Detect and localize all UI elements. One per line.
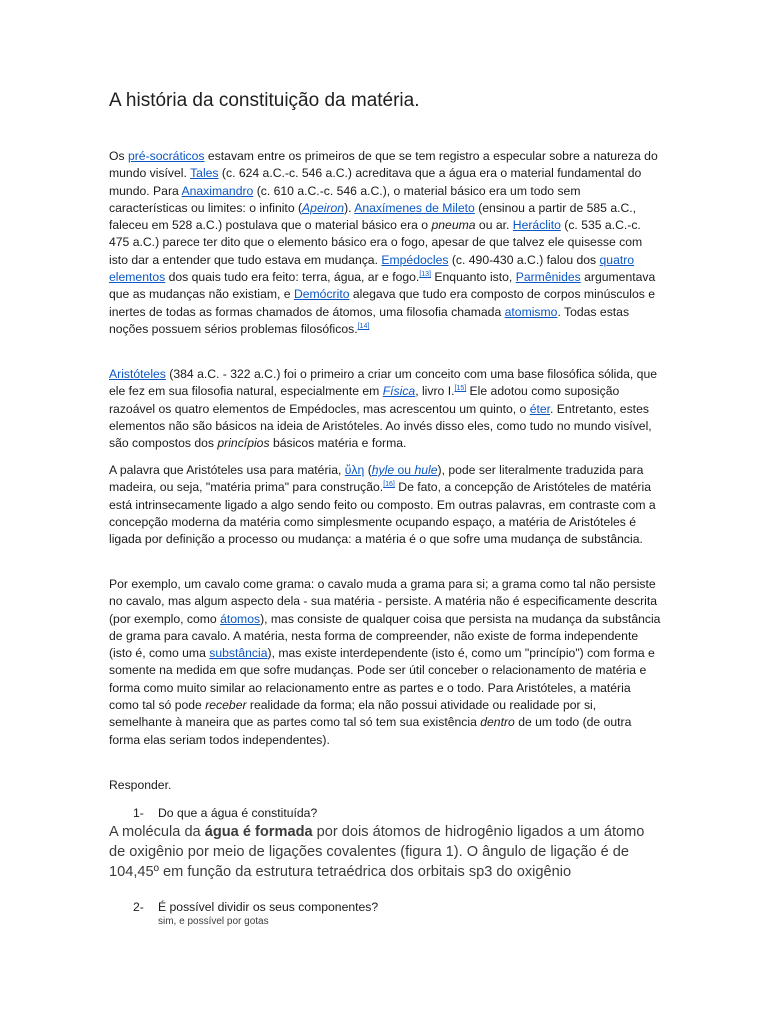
reference-13[interactable]: [13] bbox=[419, 271, 431, 279]
text-span: básicos matéria e forma. bbox=[269, 436, 407, 451]
text-span: Ele adotou como suposição razoável os quatro elementos de Empédocles, mas acrescentou um quinto, o bbox=[109, 384, 620, 416]
text-span: estavam entre os primeiros de que se tem registro a especular sobre a natureza do mundo visível. bbox=[109, 149, 658, 181]
answer-1 bbox=[109, 822, 649, 882]
bold-agua-formada: água é formada bbox=[204, 824, 313, 840]
link-hyle-greek[interactable]: ὕλη bbox=[344, 463, 365, 477]
reference-16[interactable]: [16] bbox=[383, 481, 395, 489]
question-2-number: 2- bbox=[133, 900, 144, 914]
responder-label: Responder. bbox=[109, 778, 172, 792]
text-span: (c. 535 a.C.-c. 475 a.C.) parece ter dito que o elemento básico era o fogo, apesar de que talvez ele quisesse com isto dar a entender que tudo estava em mudança. bbox=[109, 218, 643, 267]
text-span: dos quais tudo era feito: terra, água, ar e fogo. bbox=[165, 270, 420, 285]
page-title: A história da constituição da matéria. bbox=[109, 90, 420, 111]
link-aristoteles[interactable]: Aristóteles bbox=[109, 367, 166, 381]
link-heraclito[interactable]: Heráclito bbox=[512, 218, 561, 233]
text-span: ), mas existe interdependente (isto é, como um "princípio") com forma e somente na medida em que sofre mudanças. Pode ser útil conceber o relacionamento de matéria e forma como muito similar ao relacionamento entre as partes e o todo. Para Aristóteles, a matéria como tal só pode bbox=[109, 646, 655, 713]
text-span: ( bbox=[364, 463, 372, 477]
text-span: Os bbox=[109, 149, 128, 163]
question-1-number: 1- bbox=[133, 806, 144, 820]
text-span: . Entretanto, estes elementos não são básicos na ideia de Aristóteles. Ao invés disso eles, como tudo no mundo visível, são compostos dos bbox=[109, 401, 652, 451]
paragraph-hyle bbox=[109, 462, 661, 548]
text-span: ou bbox=[394, 463, 415, 477]
question-2 bbox=[133, 899, 378, 915]
link-hyle[interactable]: hyle bbox=[371, 463, 395, 477]
link-empedocles[interactable]: Empédocles bbox=[381, 252, 449, 267]
text-span: ), pode ser literalmente traduzida para madeira, ou seja, "matéria prima" para construção. bbox=[109, 463, 644, 495]
reference-14[interactable]: [14] bbox=[357, 322, 370, 330]
text-span: por dois átomos de hidrogênio ligados a um átomo de oxigênio por meio de ligações covalentes (figura 1). O ângulo de ligação é de 104,45º em função da estrutura tetraédrica dos orbitais sp3 do oxigênio bbox=[109, 824, 645, 880]
text-span: . Todas estas noções possuem sérios problemas filosóficos. bbox=[109, 304, 630, 336]
italic-principios: princípios bbox=[217, 436, 270, 451]
text-span: A palavra que Aristóteles usa para matéria, bbox=[109, 463, 345, 477]
link-atomismo[interactable]: atomismo bbox=[504, 304, 558, 319]
paragraph-cavalo bbox=[109, 576, 661, 749]
link-anaximandro[interactable]: Anaximandro bbox=[181, 183, 254, 198]
question-1 bbox=[133, 805, 317, 821]
link-hule[interactable]: hule bbox=[414, 463, 438, 477]
text-span: (ensinou a partir de 585 a.C., faleceu em 528 a.C.) postulava que o material básico era o bbox=[109, 200, 637, 233]
text-span: ou ar. bbox=[475, 218, 513, 233]
answer-2: sim, e possível por gotas bbox=[158, 916, 269, 927]
paragraph-presocraticos bbox=[109, 148, 661, 338]
italic-pneuma: pneuma bbox=[431, 218, 476, 233]
link-tales[interactable]: Tales bbox=[190, 166, 219, 181]
text-span: ). bbox=[344, 200, 355, 215]
text-span: de um todo (de outra forma elas seriam todos independentes). bbox=[109, 715, 632, 747]
text-span: (384 a.C. - 322 a.C.) foi o primeiro a criar um conceito com uma base filosófica sólida, que ele fez em sua filosofia natural, especialmente em bbox=[109, 367, 658, 399]
link-quatro-elementos[interactable]: quatro elementos bbox=[109, 252, 635, 285]
link-anaximenes[interactable]: Anaxímenes de Mileto bbox=[354, 200, 475, 215]
text-span: Por exemplo, um cavalo come grama: o cavalo muda a grama para si; a grama como tal não persiste no cavalo, mas algum aspecto dela - sua matéria - persiste. A matéria não é especificamente descrita (por exemplo, como bbox=[109, 577, 658, 626]
link-pre-socraticos[interactable]: pré-socráticos bbox=[127, 149, 205, 163]
reference-15[interactable]: [15] bbox=[454, 385, 467, 393]
question-2-text: É possível dividir os seus componentes? bbox=[158, 900, 379, 914]
link-fisica[interactable]: Física bbox=[382, 384, 416, 399]
italic-receber: receber bbox=[205, 698, 247, 713]
text-span: ), mas consiste de qualquer coisa que persista na mudança da substância de grama para cavalo. A matéria, nesta forma de compreender, não existe de forma independente (isto é, como uma bbox=[109, 611, 661, 661]
text-span: realidade da forma; ela não possui atividade ou realidade por si, semelhante à maneira que as partes como tal só tem sua existência bbox=[109, 698, 597, 730]
link-parmenides[interactable]: Parmênides bbox=[515, 270, 581, 285]
text-span: (c. 490-430 a.C.) falou dos bbox=[448, 252, 600, 267]
text-span: argumentava que as mudanças não existiam, e bbox=[109, 270, 656, 302]
link-eter[interactable]: éter bbox=[529, 401, 551, 416]
text-span: (c. 624 a.C.-c. 546 a.C.) acreditava que a água era o material fundamental do mundo. Para bbox=[109, 166, 642, 198]
link-atomos[interactable]: átomos bbox=[220, 611, 261, 626]
question-1-text: Do que a água é constituída? bbox=[158, 806, 318, 820]
paragraph-aristoteles bbox=[109, 366, 661, 452]
text-span: A molécula da bbox=[109, 824, 205, 840]
link-democrito[interactable]: Demócrito bbox=[293, 287, 350, 302]
text-span: De fato, a concepção de Aristóteles de matéria está intrinsecamente ligado a algo sendo feito ou composto. Em outras palavras, em contraste com a concepção moderna da matéria como simplesmente ocupando espaço, a matéria de Aristóteles é ligada por definição a processo ou mudança: a matéria é o que sofre uma mudança de substância. bbox=[109, 480, 656, 547]
text-span: , livro I. bbox=[415, 384, 455, 399]
link-apeiron[interactable]: Apeiron bbox=[302, 200, 345, 215]
text-span: (c. 610 a.C.-c. 546 a.C.), o material básico era um todo sem características ou limites: o infinito ( bbox=[109, 183, 581, 215]
text-span: alegava que tudo era composto de corpos minúsculos e inertes de todas as formas chamados de átomos, uma filosofia chamada bbox=[109, 287, 656, 319]
link-substancia[interactable]: substância bbox=[209, 646, 268, 661]
italic-dentro: dentro bbox=[480, 715, 515, 730]
text-span: Enquanto isto, bbox=[431, 270, 516, 285]
